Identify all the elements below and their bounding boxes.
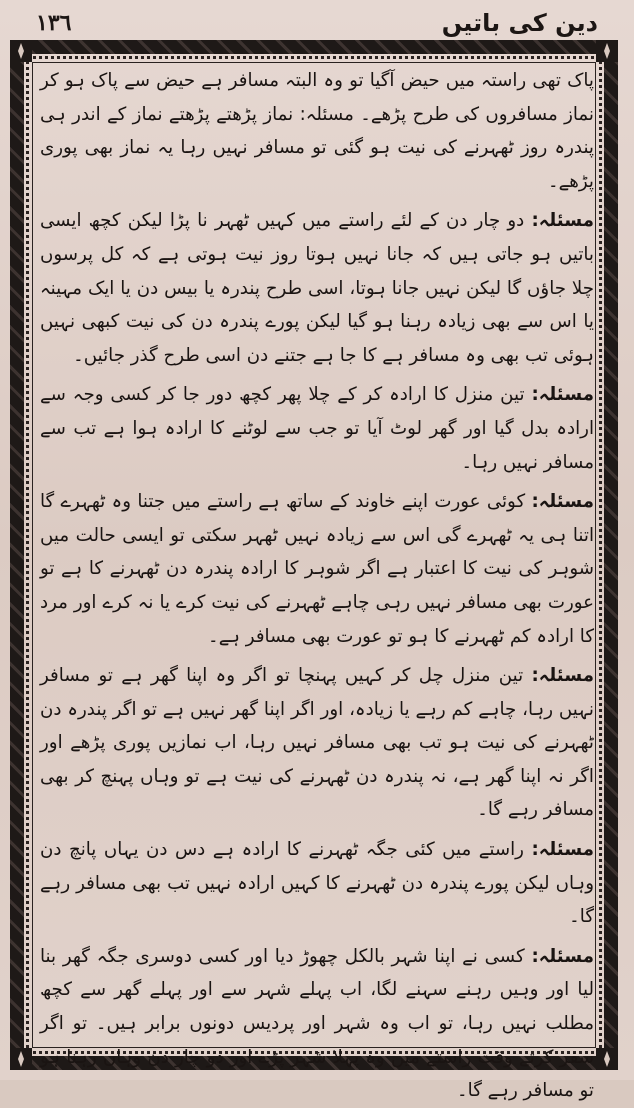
page-number: ١٣٦ xyxy=(36,10,72,36)
paragraph xyxy=(40,204,594,372)
paragraph-text: تین منزل چل کر کہیں پہنچا تو اگر وہ اپنا گھر ہے تو مسافر نہیں رہا، چاہے کم رہے یا زیادہ، اور اگر اپنا گھر نہیں ہے تو اگر پندرہ دن ٹھہرنے کی نیت ہو تب بھی مسافر نہیں رہا، اب نمازیں پوری پڑھے اور اگر نہ اپنا گھر ہے، نہ پندرہ دن ٹھہرنے کی نیت ہے تو وہاں پہنچ کر بھی مسافر رہے گا۔ xyxy=(40,665,594,821)
paragraph xyxy=(40,833,594,934)
paragraph-text: پاک تھی راستہ میں حیض آگیا تو وہ البتہ مسافر ہے حیض سے پاک ہو کر نماز مسافروں کی طرح پڑھے۔ مسئلہ: نماز پڑھتے پڑھتے نماز کے اندر ہی پندرہ روز ٹھہرنے کی نیت ہو گئی تو مسافر نہیں رہا یہ نماز بھی پوری پڑھے۔ xyxy=(40,70,594,192)
corner-ornament-icon xyxy=(10,40,32,62)
page-header xyxy=(36,8,598,38)
ruling-label: مسئلہ: xyxy=(531,839,594,861)
ruling-label: مسئلہ: xyxy=(531,665,594,687)
paragraph-text: تین منزل کا ارادہ کر کے چلا پھر کچھ دور جا کر کسی وجہ سے ارادہ بدل گیا اور گھر لوٹ آیا تو جب سے لوٹنے کا ارادہ ہوا ہے تب سے مسافر نہیں رہا۔ xyxy=(40,384,594,473)
page-body-text xyxy=(40,64,594,1102)
corner-ornament-icon xyxy=(596,1048,618,1070)
paragraph-text: کسی نے اپنا شہر بالکل چھوڑ دیا اور کسی دوسری جگہ گھر بنا لیا اور وہیں رہنے سہنے لگا، اب پہلے شہر سے اور پہلے گھر سے کچھ مطلب نہیں رہا، تو اب وہ شہر اور پردیس دونوں برابر ہیں۔ تو اگر سفر کرتے وقت راستے میں وہ پہلا شہر پڑے اور دو چار دن وہاں رہنا ہو تو مسافر رہے گا۔ xyxy=(40,945,594,1102)
paragraph-text: راستے میں کئی جگہ ٹھہرنے کا ارادہ ہے دس دن یہاں پانچ دن وہاں لیکن پورے پندرہ دن ٹھہرنے کا کہیں ارادہ نہیں تب بھی مسافر رہے گا۔ xyxy=(40,839,594,928)
ruling-label: مسئلہ: xyxy=(531,384,594,406)
running-title: دین کی باتیں xyxy=(441,9,598,37)
ruling-label: مسئلہ: xyxy=(531,210,594,232)
paragraph-text: کوئی عورت اپنے خاوند کے ساتھ ہے راستے میں جتنا وہ ٹھہرے گا اتنا ہی یہ ٹھہرے گی اس سے زیادہ نہیں ٹھہر سکتی تو ایسی حالت میں شوہر کی نیت کا اعتبار ہے اگر شوہر کا ارادہ پندرہ دن ٹھہرنے کا ہے تو عورت بھی مسافر نہیں رہی چاہے ٹھہرنے کی نیت کرے یا نہ کرے اور مرد کا ارادہ کم ٹھہرنے کا ہو تو عورت بھی مسافر ہے۔ xyxy=(40,491,594,647)
paragraph xyxy=(40,64,594,198)
paragraph xyxy=(40,659,594,827)
paragraph-text: دو چار دن کے لئے راستے میں کہیں ٹھہر نا پڑا لیکن کچھ ایسی باتیں ہو جاتی ہیں کہ جانا نہیں ہوتا روز نیت ہوتی ہے کہ کل پرسوں چلا جاؤں گا لیکن نہیں جانا ہوتا، اسی طرح پندرہ یا بیس دن یا ایک مہینہ یا اس سے بھی زیادہ رہنا ہو گیا لیکن پورے پندرہ دن کی نیت کبھی نہیں ہوئی تب بھی وہ مسافر ہے کا جا ہے جتنے دن اسی طرح گذر جائیں۔ xyxy=(40,210,594,366)
paragraph xyxy=(40,378,594,479)
corner-ornament-icon xyxy=(10,1048,32,1070)
ruling-label: مسئلہ: xyxy=(531,945,594,967)
corner-ornament-icon xyxy=(596,40,618,62)
paragraph xyxy=(40,940,594,1108)
paragraph xyxy=(40,485,594,653)
ruling-label: مسئلہ: xyxy=(531,491,594,513)
